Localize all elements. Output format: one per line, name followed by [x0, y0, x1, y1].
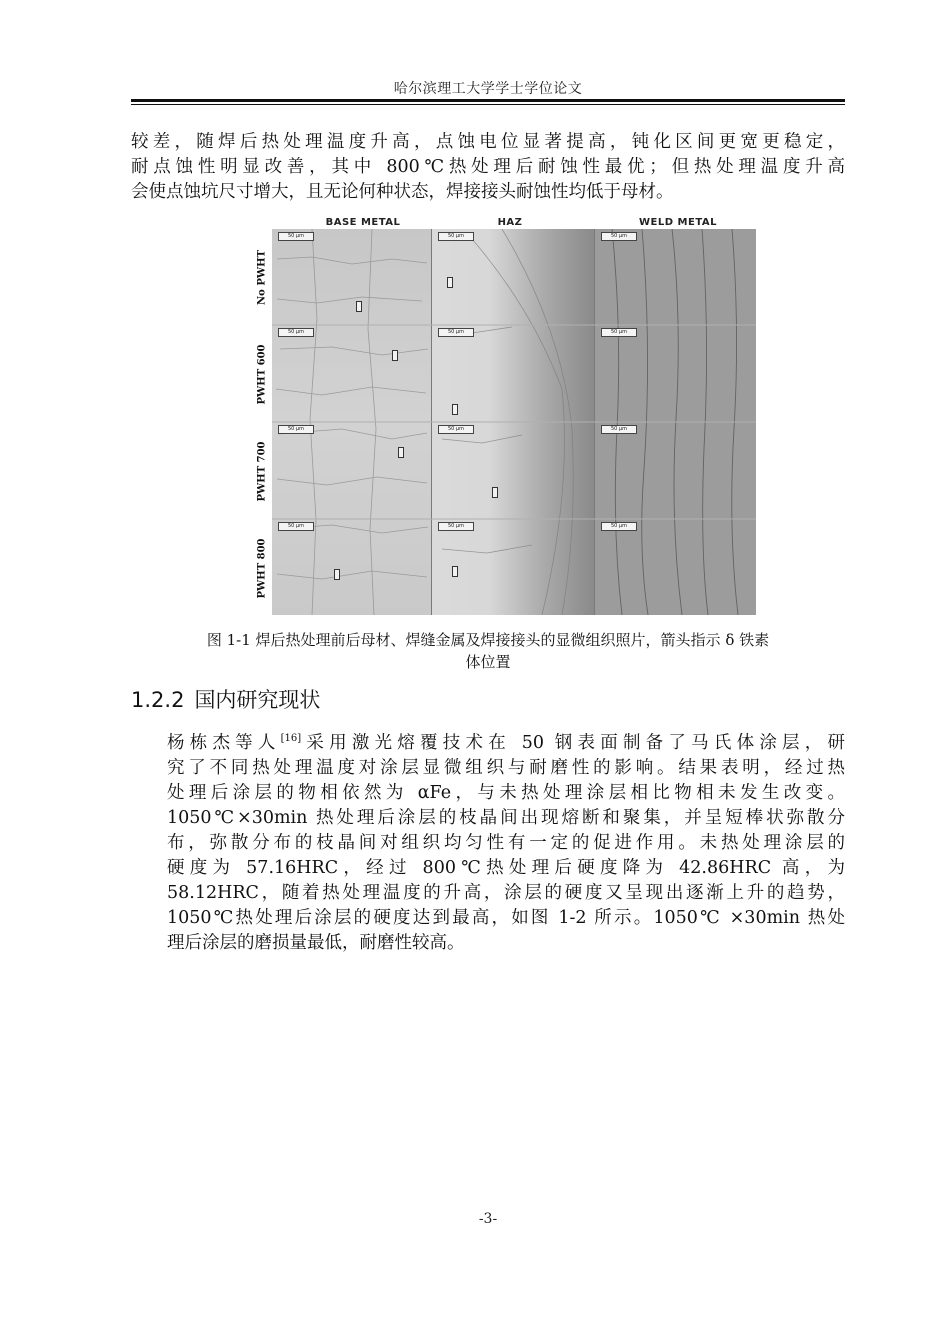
paragraph-line: 硬度为 57.16HRC，经过 800℃热处理后硬度降为 42.86HRC 高，为 [167, 858, 845, 878]
micrograph-figure [253, 217, 756, 615]
scale-bar: 50 μm [438, 425, 474, 434]
paragraph-line: 会使点蚀坑尺寸增大，且无论何种状态，焊接接头耐蚀性均低于母材。 [131, 182, 674, 202]
section-title: 国内研究现状 [194, 688, 321, 712]
paragraph-line: 处理后涂层的物相依然为 αFe，与未热处理涂层相比物相未发生改变。 [167, 783, 845, 803]
paragraph-text: 采用激光熔覆技术在 50 钢表面制备了马氏体涂层，研 [301, 733, 845, 753]
row-label-pwht-800: PWHT 800 [256, 538, 268, 599]
ferrite-arrow-icon [452, 404, 458, 415]
paragraph-line: 耐点蚀性明显改善，其中 800℃热处理后耐蚀性最优；但热处理温度升高 [131, 157, 845, 177]
ferrite-arrow-icon [492, 487, 498, 498]
page-number: -3- [478, 1211, 498, 1227]
column-label-base-metal: BASE METAL [325, 217, 401, 228]
grain-boundaries [272, 229, 756, 615]
scale-bar: 50 μm [438, 328, 474, 337]
scale-bar: 50 μm [438, 522, 474, 531]
paragraph-line: 1050℃×30min 热处理后涂层的枝晶间出现熔断和聚集，并呈短棒状弥散分 [167, 808, 845, 828]
column-label-haz: HAZ [497, 217, 523, 228]
figure-caption [131, 629, 845, 673]
ferrite-arrow-icon [398, 447, 404, 458]
paragraph-line: 布，弥散分布的枝晶间对组织均匀性有一定的促进作用。未热处理涂层的 [167, 833, 845, 853]
paragraph-2 [131, 731, 845, 956]
row-label-no-pwht: No PWHT [256, 250, 268, 305]
paragraph-line: 58.12HRC，随着热处理温度的升高，涂层的硬度又呈现出逐渐上升的趋势， [167, 883, 845, 903]
scale-bar: 50 μm [278, 328, 314, 337]
scale-bar: 50 μm [601, 522, 637, 531]
paragraph-line [131, 731, 845, 756]
section-number: 1.2.2 [131, 688, 185, 712]
running-header: 哈尔滨理工大学学士学位论文 [393, 81, 583, 97]
ferrite-arrow-icon [447, 277, 453, 288]
scale-bar: 50 μm [601, 425, 637, 434]
header-rule-thin [131, 104, 845, 105]
section-heading [131, 684, 320, 714]
paragraph-line: 理后涂层的磨损量最低，耐磨性较高。 [167, 933, 465, 953]
ferrite-arrow-icon [392, 350, 398, 361]
scale-bar: 50 μm [278, 522, 314, 531]
column-label-weld-metal: WELD METAL [639, 217, 717, 228]
ferrite-arrow-icon [334, 569, 340, 580]
ferrite-arrow-icon [452, 566, 458, 577]
paragraph-1 [131, 130, 845, 205]
caption-line: 体位置 [465, 653, 511, 671]
caption-line: 图 1-1 焊后热处理前后母材、焊缝金属及焊接接头的显微组织照片，箭头指示 δ 铁素 [206, 631, 770, 649]
row-label-pwht-700: PWHT 700 [256, 441, 268, 502]
row-label-pwht-600: PWHT 600 [256, 344, 268, 405]
scale-bar: 50 μm [438, 232, 474, 241]
scale-bar: 50 μm [278, 425, 314, 434]
scale-bar: 50 μm [601, 328, 637, 337]
scale-bar: 50 μm [601, 232, 637, 241]
paragraph-line: 较差，随焊后热处理温度升高，点蚀电位显著提高，钝化区间更宽更稳定， [131, 132, 845, 152]
citation-link[interactable]: [16] [280, 733, 302, 744]
paragraph-line: 究了不同热处理温度对涂层显微组织与耐磨性的影响。结果表明，经过热 [167, 758, 845, 778]
ferrite-arrow-icon [356, 301, 362, 312]
paragraph-text: 杨栋杰等人 [167, 733, 281, 753]
micrograph-image [272, 229, 756, 615]
paragraph-line: 1050℃热处理后涂层的硬度达到最高，如图 1-2 所示。1050℃ ×30min 热处 [167, 908, 845, 928]
header-rule-thick [131, 99, 845, 102]
scale-bar: 50 μm [278, 232, 314, 241]
